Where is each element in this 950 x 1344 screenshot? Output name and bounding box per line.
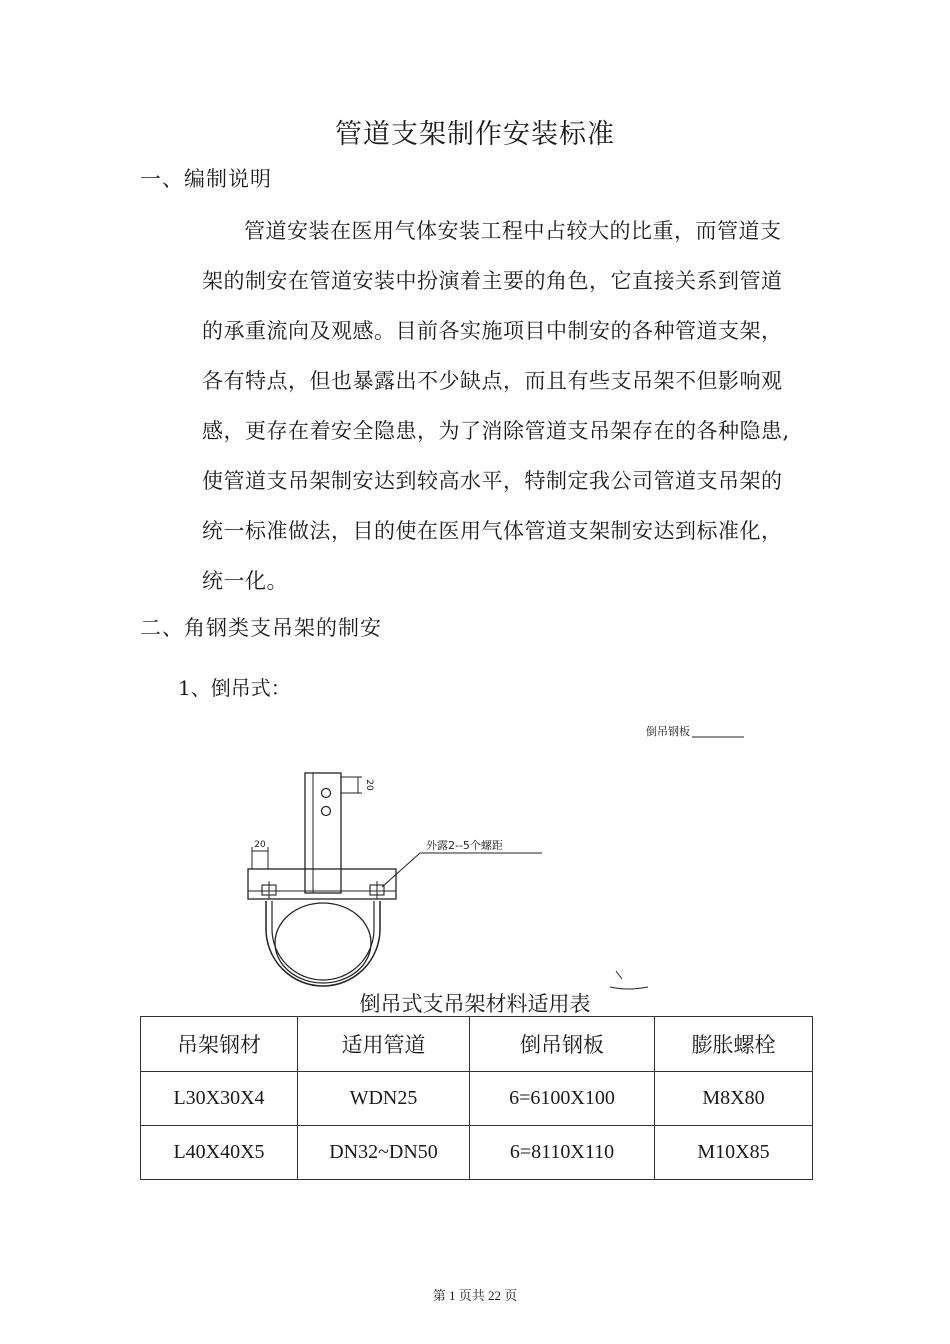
paragraph-line: 统一标准做法，目的使在医用气体管道支架制安达到标准化， — [202, 519, 783, 543]
paragraph-line: 管道安装在医用气体安装工程中占较大的比重，而管道支 — [244, 219, 782, 243]
table-cell: WDN25 — [298, 1072, 470, 1126]
bolt-hole — [322, 807, 331, 816]
bolt-hole — [322, 789, 331, 798]
dimension-label-top: 20 — [364, 779, 374, 791]
paragraph-line: 的承重流向及观感。目前各实施项目中制安的各种管道支架， — [202, 319, 783, 343]
table-header-row — [141, 1017, 813, 1072]
paragraph-line: 架的制安在管道安装中扮演着主要的角色，它直接关系到管道 — [202, 269, 783, 293]
bolt-right — [370, 881, 384, 899]
table-header-cell: 膨胀螺栓 — [655, 1017, 813, 1072]
hanger-drawing — [230, 715, 690, 995]
u-bolt-inner — [272, 901, 374, 980]
paragraph-line: 感，更存在着安全隐患，为了消除管道支吊架存在的各种隐患, — [202, 419, 790, 443]
section-heading-2: 二、角钢类支吊架的制安 — [140, 616, 382, 640]
paragraph-line: 使管道支吊架制安达到较高水平，特制定我公司管道支吊架的 — [202, 469, 783, 493]
table-header-cell: 适用管道 — [298, 1017, 470, 1072]
leader-line — [382, 853, 420, 887]
section-1-paragraph — [202, 206, 812, 606]
plate-label: 倒吊钢板 — [646, 725, 690, 738]
materials-table — [140, 1016, 813, 1180]
table-row — [141, 1072, 813, 1126]
table-cell: DN32~DN50 — [298, 1126, 470, 1180]
subsection-item-1: 1、倒吊式： — [178, 676, 291, 700]
bolt-label: 外露2--5个螺距 — [426, 839, 503, 852]
sketch-mark — [616, 971, 622, 979]
table-cell: 6=6100X100 — [470, 1072, 655, 1126]
table-header-cell: 吊架钢材 — [141, 1017, 298, 1072]
pipe-circle — [275, 903, 371, 983]
u-bolt — [266, 901, 380, 986]
table-row — [141, 1126, 813, 1180]
table-header-cell: 倒吊钢板 — [470, 1017, 655, 1072]
table-cell: L40X40X5 — [141, 1126, 298, 1180]
table-cell: L30X30X4 — [141, 1072, 298, 1126]
bolt-left — [262, 881, 276, 899]
section-heading-1: 一、编制说明 — [140, 167, 272, 191]
paragraph-line: 各有特点，但也暴露出不少缺点，而且有些支吊架不但影响观 — [202, 369, 783, 393]
page-footer: 第 1 页共 22 页 — [432, 1288, 518, 1303]
page-title: 管道支架制作安装标准 — [335, 119, 615, 150]
dimension-label-left: 20 — [254, 840, 266, 850]
table-cell: M10X85 — [655, 1126, 813, 1180]
table-cell: 6=8110X110 — [470, 1126, 655, 1180]
angle-steel-vertical — [305, 773, 341, 893]
table-caption: 倒吊式支吊架材料适用表 — [359, 992, 591, 1016]
table-cell: M8X80 — [655, 1072, 813, 1126]
paragraph-line: 统一化。 — [202, 569, 288, 593]
